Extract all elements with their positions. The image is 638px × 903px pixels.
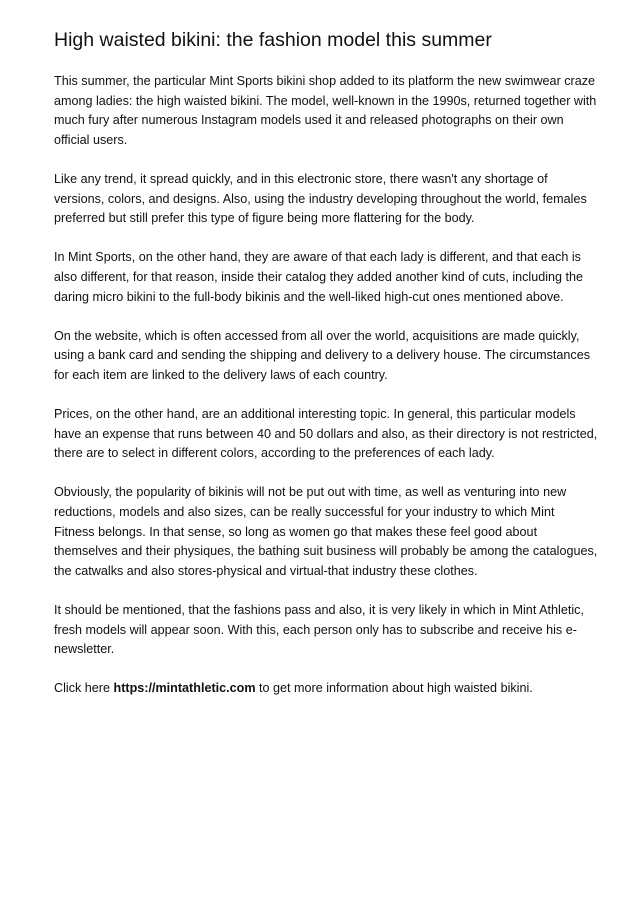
paragraph-4: On the website, which is often accessed from all over the world, acquisitions are made quickly, using a bank card and sending the shipping and delivery to a delivery house. The circumstances for each item are linked to the delivery laws of each country. [54, 328, 591, 382]
closing-suffix: to get more information about high waisted bikini. [255, 681, 533, 696]
paragraph-2: Like any trend, it spread quickly, and in this electronic store, there wasn't any shortage of versions, colors, and designs. Also, using the industry developing throughout the world, females preferred but still prefer this type of figure being more flattering for the body. [54, 171, 587, 226]
document-title: High waisted bikini: the fashion model this summer [54, 29, 492, 51]
paragraph-7: It should be mentioned, that the fashions pass and also, it is very likely in which in Mint Athletic, fresh models will appear soon. With this, each person only has to subscribe and receive his e-newsletter. [54, 603, 584, 657]
paragraph-1: This summer, the particular Mint Sports bikini shop added to its platform the new swimwear craze among ladies: the high waisted bikini. The model, well-known in the 1990s, returned together with much fury after numerous Instagram models used it and released photographs on their own official users. [54, 74, 597, 147]
website-link[interactable]: https://mintathletic.com [113, 681, 256, 696]
closing-paragraph [54, 679, 598, 699]
closing-prefix: Click here [54, 681, 114, 696]
paragraph-5: Prices, on the other hand, are an additional interesting topic. In general, this particular models have an expense that runs between 40 and 50 dollars and also, as their directory is not restricted, there are to select in different colors, according to the preferences of each lady. [54, 407, 598, 461]
paragraph-3: In Mint Sports, on the other hand, they are aware of that each lady is different, and that each is also different, for that reason, inside their catalog they added another kind of cuts, including the daring micro bikini to the full-body bikinis and the well-liked high-cut ones mentioned above. [54, 250, 584, 304]
paragraph-6: Obviously, the popularity of bikinis will not be put out with time, as well as venturing into new reductions, models and also sizes, can be really successful for your industry to which Mint Fitness belongs. In that sense, so long as women go that makes these feel good about themselves and their physiques, the bathing suit business will probably be among the catalogues, the catwalks and also stores-physical and virtual-that industry these clothes. [54, 485, 598, 578]
